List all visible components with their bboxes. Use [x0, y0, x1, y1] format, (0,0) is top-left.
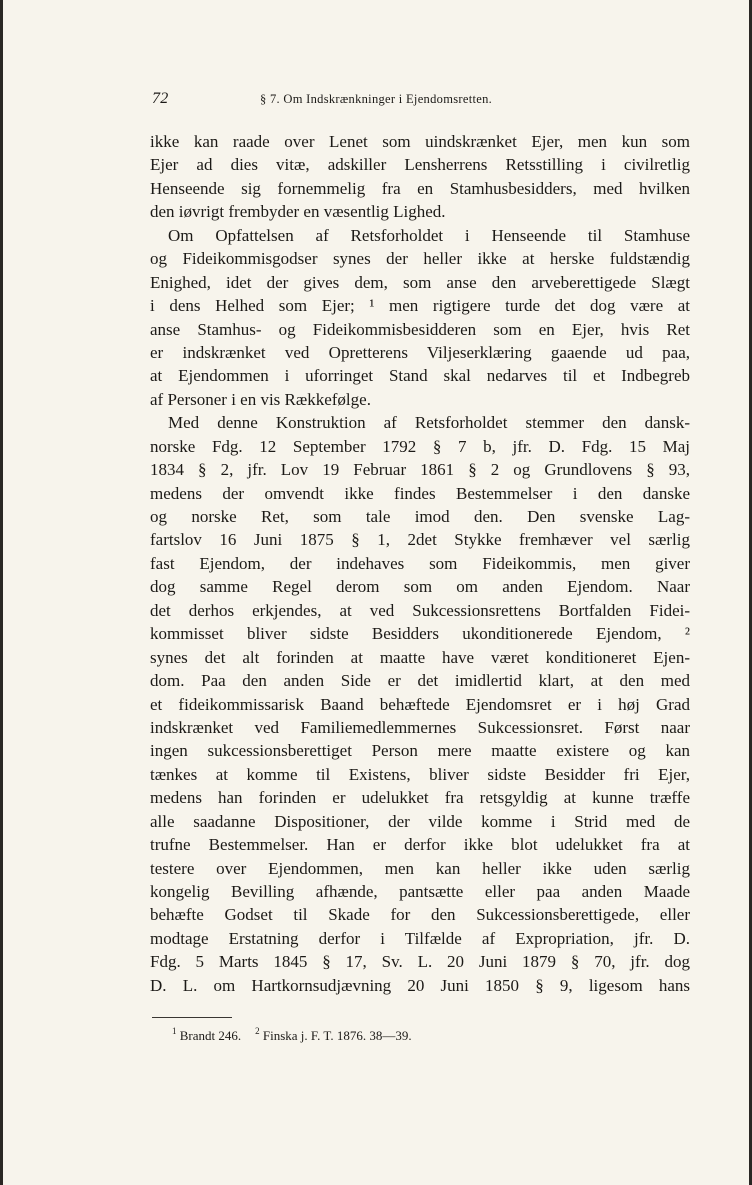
- text-line: tænkes at komme til Existens, bliver sidste Besidder fri Ejer,: [150, 764, 690, 784]
- text-line: Med denne Konstruktion af Retsforholdet stemmer den dansk-: [168, 413, 690, 433]
- footnote-text: Finska j. F. T. 1876. 38—39.: [262, 1028, 412, 1043]
- text-line: dom. Paa den anden Side er det imidlertid klart, at den med: [150, 671, 690, 691]
- footnote-item: [255, 1028, 411, 1043]
- footnotes: [172, 1026, 426, 1044]
- footnote-marker: 1: [172, 1026, 177, 1036]
- text-line: Fdg. 5 Marts 1845 § 17, Sv. L. 20 Juni 1879 § 70, jfr. dog: [150, 952, 690, 972]
- text-line: medens der omvendt ikke findes Bestemmelser i den danske: [150, 483, 690, 503]
- text-line: at Ejendommen i uforringet Stand skal nedarves til et Indbegreb: [150, 366, 690, 386]
- page-edge-left: [0, 0, 3, 1185]
- text-line: et fideikommissarisk Baand behæftede Ejendomsret er i høj Grad: [150, 694, 690, 714]
- text-line: modtage Erstatning derfor i Tilfælde af Expropriation, jfr. D.: [150, 928, 690, 948]
- footnote-text: Brandt 246.: [179, 1028, 242, 1043]
- text-line: og norske Ret, som tale imod den. Den svenske Lag-: [150, 507, 690, 526]
- page-header: [152, 90, 592, 112]
- text-line: fast Ejendom, der indehaves som Fideikommis, men giver: [150, 553, 690, 573]
- text-line: i dens Helhed som Ejer; ¹ men rigtigere turde det dog være at: [150, 296, 690, 316]
- footnote-rule: [152, 1017, 232, 1018]
- text-line: Henseende sig fornemmelig fra en Stamhusbesidders, med hvilken: [150, 178, 690, 198]
- text-line: D. L. om Hartkornsudjævning 20 Juni 1850 § 9, ligesom hans: [150, 975, 690, 995]
- text-line: er indskrænket ved Opretterens Viljeserklæring gaaende ud paa,: [150, 342, 690, 362]
- text-line: trufne Bestemmelser. Han er derfor ikke blot udelukket fra at: [150, 835, 690, 855]
- text-line: Om Opfattelsen af Retsforholdet i Henseende til Stamhuse: [168, 225, 690, 245]
- text-line: Enighed, idet der gives dem, som anse den arveberettigede Slægt: [150, 272, 690, 292]
- text-line: og Fideikommisgodser synes der heller ikke at herske fuldstændig: [150, 249, 690, 269]
- text-line: testere over Ejendommen, men kan heller ikke uden særlig: [150, 858, 690, 878]
- body-text: [150, 130, 690, 997]
- text-line: kongelig Bevilling afhænde, pantsætte eller paa anden Maade: [150, 882, 690, 901]
- footnote-item: [172, 1028, 241, 1043]
- page-number: 72: [152, 90, 169, 107]
- text-line: den iøvrigt frembyder en væsentlig Lighed.: [150, 202, 446, 222]
- text-line: behæfte Godset til Skade for den Sukcessionsberettigede, eller: [150, 905, 690, 925]
- text-line: dog samme Regel derom som om anden Ejendom. Naar: [150, 577, 690, 597]
- text-line: kommisset bliver sidste Besidders ukonditionerede Ejendom, ²: [150, 624, 690, 644]
- text-line: norske Fdg. 12 September 1792 § 7 b, jfr. D. Fdg. 15 Maj: [150, 436, 690, 456]
- text-line: ikke kan raade over Lenet som uindskrænket Ejer, men kun som: [150, 132, 690, 151]
- text-line: fartslov 16 Juni 1875 § 1, 2det Stykke fremhæver vel særlig: [150, 530, 690, 550]
- text-line: 1834 § 2, jfr. Lov 19 Februar 1861 § 2 og Grundlovens § 93,: [150, 460, 690, 480]
- text-line: medens han forinden er udelukket fra retsgyldig at kunne træffe: [150, 788, 690, 808]
- text-line: Ejer ad dies vitæ, adskiller Lensherrens Retsstilling i civilretlig: [150, 155, 690, 175]
- running-head: § 7. Om Indskrænkninger i Ejendomsretten.: [260, 92, 493, 106]
- text-line: alle saadanne Dispositioner, der vilde komme i Strid med de: [150, 811, 690, 831]
- text-line: af Personer i en vis Rækkefølge.: [150, 389, 371, 409]
- footnote-marker: 2: [255, 1026, 260, 1036]
- text-line: anse Stamhus- og Fideikommisbesidderen som en Ejer, hvis Ret: [150, 319, 690, 339]
- text-line: synes det alt forinden at maatte have været konditioneret Ejen-: [150, 647, 690, 667]
- text-line: ingen sukcessionsberettiget Person mere maatte existere og kan: [150, 741, 690, 761]
- text-line: indskrænket ved Familiemedlemmernes Sukcessionsret. Først naar: [150, 717, 690, 737]
- text-line: det derhos erkjendes, at ved Sukcessionsrettens Bortfalden Fidei-: [150, 600, 690, 620]
